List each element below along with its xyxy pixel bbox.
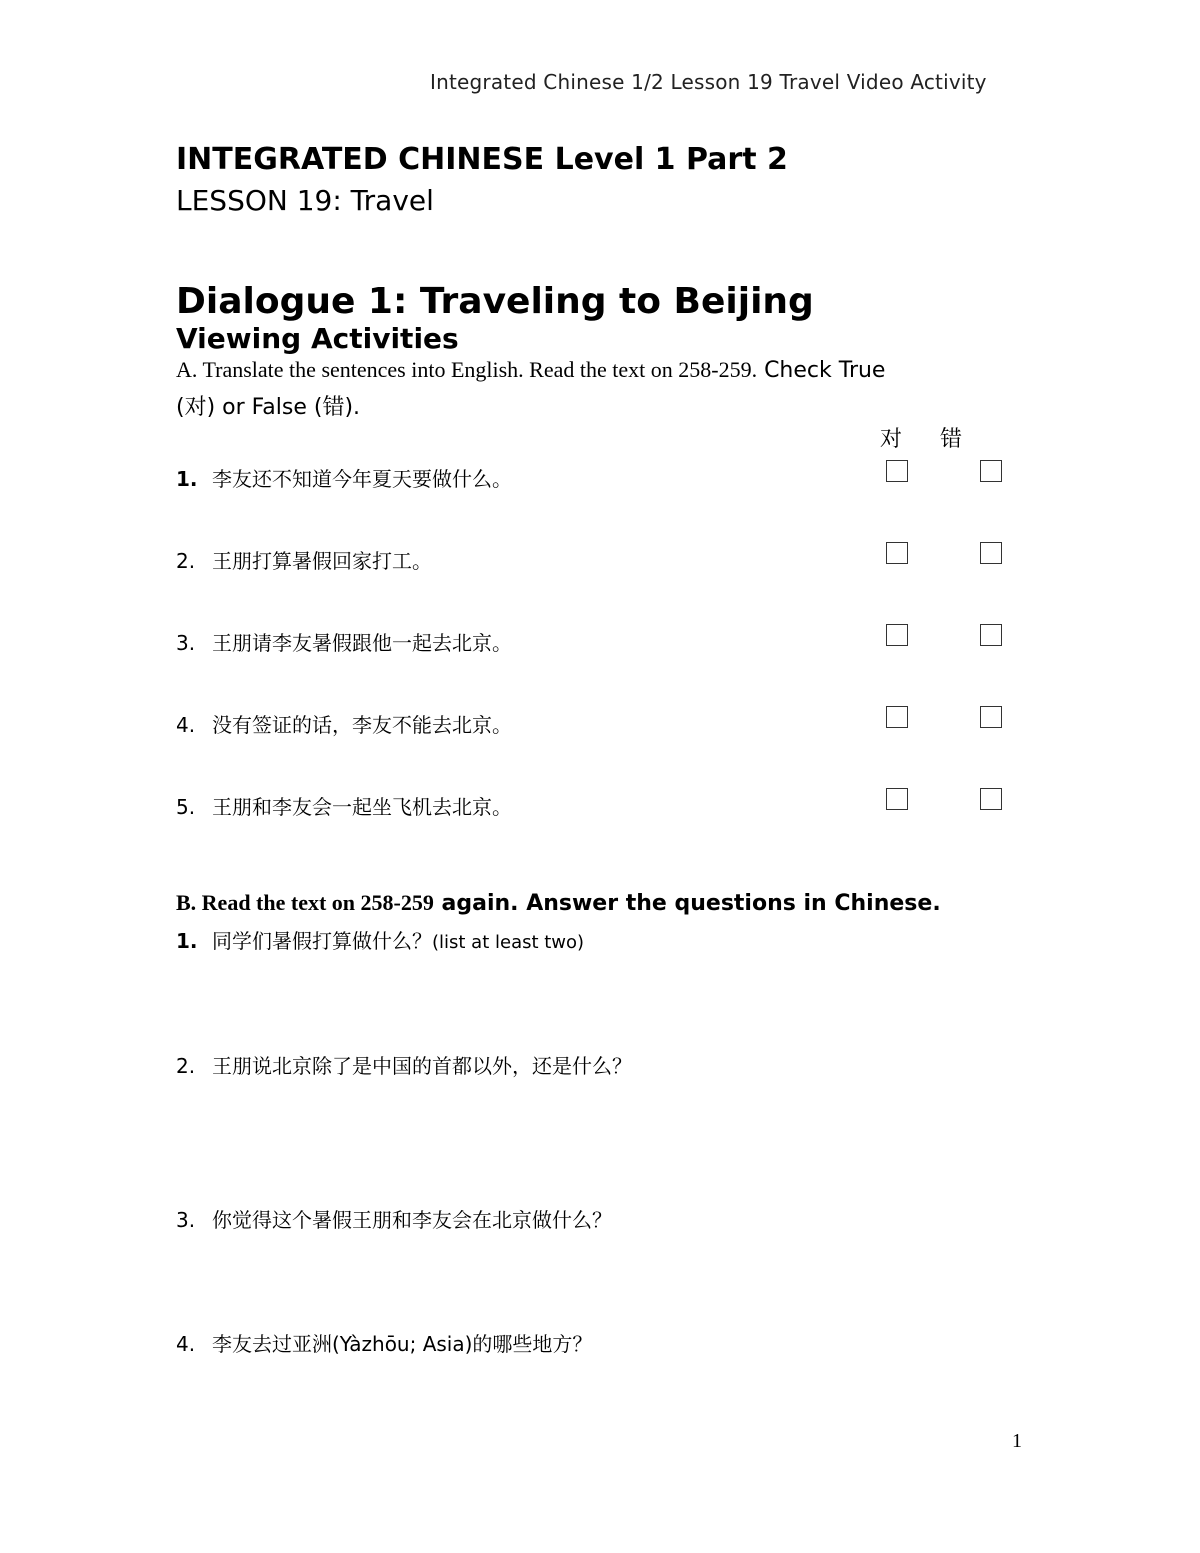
item-text: 王朋和李友会一起坐飞机去北京。 [212, 795, 512, 819]
statement-item [176, 545, 432, 574]
true-checkbox[interactable] [886, 706, 908, 728]
item-number: 1. [176, 467, 198, 491]
item-text: 李友还不知道今年夏天要做什么。 [212, 467, 512, 491]
question-item [176, 1204, 612, 1233]
question-item [176, 925, 584, 954]
dialogue-heading: Dialogue 1: Traveling to Beijing [176, 281, 814, 322]
item-text: 没有签证的话，李友不能去北京。 [212, 713, 512, 737]
question-text: 李友去过亚洲(Yàzhōu; Asia)的哪些地方？ [212, 1332, 593, 1356]
section-heading: Viewing Activities [176, 322, 459, 355]
item-text: 王朋打算暑假回家打工。 [212, 549, 432, 573]
part-a-instruction [176, 357, 885, 383]
false-checkbox[interactable] [980, 460, 1002, 482]
part-b-instruction [176, 890, 941, 916]
question-text: 你觉得这个暑假王朋和李友会在北京做什么？ [212, 1208, 612, 1232]
question-number: 3. [176, 1208, 196, 1232]
page-number: 1 [1012, 1430, 1022, 1452]
question-item [176, 1050, 632, 1079]
question-text: 同学们暑假打算做什么？ [212, 929, 432, 953]
column-header-true: 对 [880, 427, 903, 452]
statement-item [176, 791, 512, 820]
true-checkbox[interactable] [886, 788, 908, 810]
document-title: INTEGRATED CHINESE Level 1 Part 2 [176, 142, 788, 177]
item-text: 王朋请李友暑假跟他一起去北京。 [212, 631, 512, 655]
statement-item [176, 463, 512, 492]
lesson-subtitle: LESSON 19: Travel [176, 184, 434, 217]
false-checkbox[interactable] [980, 706, 1002, 728]
part-b-instruction-serif: B. Read the text on 258-259 [176, 890, 434, 915]
question-note: (list at least two) [432, 932, 585, 953]
part-b-instruction-sans: again. Answer the questions in Chinese. [433, 891, 941, 916]
true-checkbox[interactable] [886, 542, 908, 564]
false-checkbox[interactable] [980, 624, 1002, 646]
item-number: 4. [176, 713, 196, 737]
statement-item [176, 709, 512, 738]
question-number: 4. [176, 1332, 196, 1356]
part-a-instruction-sans: Check True [757, 358, 886, 383]
false-checkbox[interactable] [980, 542, 1002, 564]
item-number: 3. [176, 631, 196, 655]
question-text: 王朋说北京除了是中国的首都以外，还是什么？ [212, 1054, 632, 1078]
item-number: 2. [176, 549, 196, 573]
item-number: 5. [176, 795, 196, 819]
true-checkbox[interactable] [886, 460, 908, 482]
question-number: 2. [176, 1054, 196, 1078]
question-item [176, 1328, 592, 1357]
part-a-instruction-line2: (对) or False (错). [176, 395, 361, 420]
statement-item [176, 627, 512, 656]
column-header-false: 错 [940, 427, 963, 452]
part-a-instruction-serif: A. Translate the sentences into English. Read the text on 258-259. [176, 357, 758, 382]
true-checkbox[interactable] [886, 624, 908, 646]
question-number: 1. [176, 929, 198, 953]
false-checkbox[interactable] [980, 788, 1002, 810]
running-header: Integrated Chinese 1/2 Lesson 19 Travel Video Activity [430, 70, 987, 94]
